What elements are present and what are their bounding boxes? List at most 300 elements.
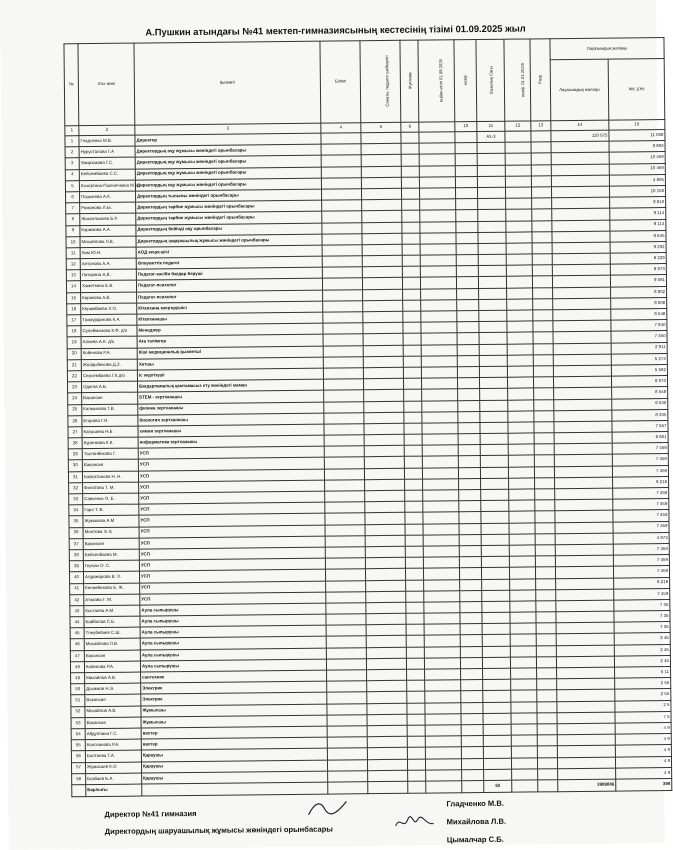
table-cell — [512, 769, 538, 780]
table-cell — [424, 624, 460, 636]
table-cell: Вакансия — [82, 392, 138, 404]
table-cell — [534, 433, 554, 444]
table-cell — [325, 547, 365, 559]
table-cell — [460, 635, 482, 646]
table-cell: Куренкова К.К. — [82, 437, 138, 449]
table-cell — [553, 365, 611, 377]
table-cell — [553, 287, 611, 299]
table-cell: Аула сыпырушы — [140, 648, 326, 661]
table-cell — [407, 759, 425, 770]
table-cell — [323, 301, 363, 313]
table-cell — [365, 513, 405, 525]
table-cell — [456, 255, 478, 266]
table-cell — [484, 769, 512, 780]
table-cell — [401, 132, 419, 143]
table-cell — [367, 703, 407, 715]
table-cell — [420, 232, 456, 244]
table-cell — [425, 669, 461, 681]
total-increase: 398 — [616, 778, 672, 791]
table-cell — [456, 221, 478, 232]
table-cell — [366, 625, 406, 637]
table-cell: 37 — [69, 538, 83, 549]
table-cell — [535, 545, 555, 556]
table-cell: Колозанова Р.А. — [85, 739, 141, 751]
table-cell — [322, 256, 362, 268]
table-cell: 2 — [65, 147, 79, 158]
table-cell: Михайлова Л.В. — [84, 639, 140, 651]
table-cell — [554, 443, 612, 455]
table-cell: 5 11 — [615, 667, 671, 679]
table-cell — [532, 254, 552, 265]
table-cell: УСП — [139, 525, 325, 538]
table-cell — [554, 410, 612, 422]
table-cell — [404, 412, 422, 423]
table-cell — [421, 333, 457, 345]
table-cell: 7 35 — [614, 599, 670, 611]
table-cell — [322, 211, 362, 223]
table-cell: 7 35 — [614, 622, 670, 634]
table-cell — [536, 623, 556, 634]
table-cell: УСП — [139, 480, 325, 493]
table-cell: Романова Л.Ы. — [80, 202, 136, 214]
table-cell — [407, 680, 425, 691]
table-cell — [420, 255, 456, 267]
table-cell — [532, 198, 552, 209]
table-cell: 47 — [70, 650, 84, 661]
table-cell — [421, 311, 457, 323]
table-cell — [326, 614, 366, 626]
table-cell — [402, 278, 420, 289]
table-cell: 20 — [67, 348, 81, 359]
table-cell — [478, 254, 506, 265]
table-cell: Аула сыпырушы — [140, 659, 326, 672]
table-cell — [422, 400, 458, 412]
table-cell: Аула сыпырушы — [140, 603, 326, 616]
table-cell — [405, 568, 423, 579]
table-cell: Латарина А.В. — [80, 269, 136, 281]
table-cell: Бейсенбаева М. — [83, 549, 139, 561]
table-cell — [552, 197, 610, 209]
table-cell — [482, 646, 510, 657]
total-label: Барлығы — [86, 784, 142, 797]
table-cell — [461, 691, 483, 702]
table-cell: Кіші медициналық қызметші — [137, 346, 323, 359]
table-cell — [323, 379, 363, 391]
table-cell — [455, 143, 477, 154]
table-cell — [459, 478, 481, 489]
table-cell: 7 459 — [613, 543, 669, 555]
table-cell — [533, 343, 553, 354]
column-number: 13 — [531, 121, 551, 131]
table-cell: Каримова А.А. — [80, 225, 136, 237]
table-cell — [506, 209, 532, 220]
table-cell — [510, 590, 536, 601]
table-cell — [536, 578, 556, 589]
table-cell: 18 — [67, 326, 81, 337]
table-cell: 7 459 — [613, 555, 669, 567]
table-cell — [455, 165, 477, 176]
table-cell — [460, 624, 482, 635]
table-cell — [407, 691, 425, 702]
table-cell: 3 — [65, 158, 79, 169]
table-cell: Умирзакова Г.С. — [79, 157, 135, 169]
table-cell — [483, 679, 511, 690]
table-cell: 7 557 — [612, 420, 668, 432]
table-cell: 7 459 — [612, 443, 668, 455]
table-cell — [510, 634, 536, 645]
table-cell — [420, 277, 456, 289]
table-cell: 4 805 — [609, 174, 665, 186]
table-cell — [423, 568, 459, 580]
table-cell — [361, 188, 401, 200]
table-cell — [365, 535, 405, 547]
table-cell — [364, 423, 404, 435]
table-cell — [481, 545, 509, 556]
header-position: Қызметі — [134, 41, 321, 125]
table-cell — [419, 188, 455, 200]
table-cell — [553, 309, 611, 321]
table-cell — [327, 703, 367, 715]
table-cell — [481, 500, 509, 511]
table-cell: 42 — [70, 594, 84, 605]
table-cell — [459, 534, 481, 545]
table-cell — [507, 343, 533, 354]
table-cell: 11 — [66, 248, 80, 259]
table-cell — [321, 133, 361, 145]
table-cell: Антонова А.А. — [80, 258, 136, 270]
table-cell — [533, 299, 553, 310]
table-cell — [551, 153, 609, 165]
table-cell — [420, 266, 456, 278]
column-number: 4 — [321, 123, 361, 133]
signature-label-deputy: Директордың шаруашылық жұмысы жөніндегі орынбасары — [104, 824, 333, 836]
table-cell — [365, 479, 405, 491]
table-cell: Директордың оқу жұмысы жөніндегі орынбасары — [135, 178, 321, 191]
table-cell: Болтаева Т.А. — [85, 750, 141, 762]
table-cell: 7 459 — [613, 510, 669, 522]
table-cell: Байсатанова Н. Н. — [82, 471, 138, 483]
table-cell: Егорова Г.И. — [82, 415, 138, 427]
table-cell: 24 — [68, 393, 82, 404]
table-cell: Вакансия — [83, 538, 139, 550]
table-cell: УСП — [139, 491, 325, 504]
table-cell — [533, 377, 553, 388]
table-cell — [325, 535, 365, 547]
table-cell — [325, 491, 365, 503]
table-cell — [482, 612, 510, 623]
table-cell: Директордың оқу жұмысы жөніндегі орынбасары — [135, 156, 321, 169]
table-cell — [402, 199, 420, 210]
table-cell — [406, 613, 424, 624]
table-cell — [477, 142, 505, 153]
table-cell: Керимбаева Х.О. — [81, 303, 137, 315]
table-cell: 4 9 — [615, 756, 671, 768]
table-cell — [325, 480, 365, 492]
table-cell — [424, 579, 460, 591]
header-num: № — [64, 44, 79, 126]
table-cell: Аула сыпырушы — [140, 625, 326, 638]
table-cell — [328, 770, 368, 782]
table-cell — [322, 222, 362, 234]
table-cell — [505, 153, 531, 164]
table-cell — [534, 466, 554, 477]
table-cell — [323, 345, 363, 357]
table-cell — [325, 569, 365, 581]
table-cell — [457, 355, 479, 366]
column-number: 14 — [551, 120, 609, 131]
table-cell: Жумасаев К.О — [85, 762, 141, 774]
table-cell: 7 450 — [611, 331, 667, 343]
table-cell — [557, 667, 615, 679]
table-cell — [422, 434, 458, 446]
table-cell — [535, 567, 555, 578]
table-cell: 55 — [71, 740, 85, 751]
table-cell: 7 35 — [614, 611, 670, 623]
table-cell: УСП — [139, 536, 325, 549]
table-cell: 46 — [70, 639, 84, 650]
table-cell: 3 45 — [614, 633, 670, 645]
table-cell — [532, 276, 552, 287]
table-cell — [461, 668, 483, 679]
table-cell — [324, 457, 364, 469]
table-cell — [507, 366, 533, 377]
table-cell — [555, 477, 613, 489]
table-cell — [510, 646, 536, 657]
table-cell — [507, 310, 533, 321]
table-cell — [325, 513, 365, 525]
table-cell — [402, 233, 420, 244]
table-cell: информатика зертханашы — [138, 435, 324, 448]
table-cell: 13 — [66, 270, 80, 281]
table-cell — [552, 264, 610, 276]
table-cell — [363, 345, 403, 357]
table-cell — [482, 623, 510, 634]
table-cell — [556, 656, 614, 668]
table-cell — [507, 377, 533, 388]
table-cell — [323, 312, 363, 324]
table-cell — [361, 177, 401, 189]
table-cell — [425, 747, 461, 759]
table-cell — [557, 745, 615, 757]
table-cell — [363, 311, 403, 323]
table-cell: Жұмысшы — [141, 704, 327, 717]
table-cell: Михайлов А.В. — [85, 706, 141, 718]
table-cell — [323, 368, 363, 380]
table-cell: АОД кеңесшісі — [136, 245, 322, 258]
column-number: 11 — [477, 121, 505, 131]
table-cell: 51 — [71, 695, 85, 706]
table-cell — [362, 267, 402, 279]
table-cell: 7 459 — [612, 465, 668, 477]
table-cell — [483, 746, 511, 757]
table-cell — [537, 668, 557, 679]
table-cell — [402, 210, 420, 221]
table-cell — [458, 467, 480, 478]
table-cell — [479, 310, 507, 321]
table-cell — [478, 277, 506, 288]
table-cell: 49 — [71, 673, 85, 684]
table-cell — [536, 645, 556, 656]
signature-label-director: Директор №41 гимназия — [104, 808, 197, 819]
table-cell: Михайлов А.В. — [85, 672, 141, 684]
table-cell: 6 216 — [614, 577, 670, 589]
table-cell — [423, 490, 459, 502]
table-cell: Абдуллина Г.С. — [85, 728, 141, 740]
table-cell — [367, 680, 407, 692]
table-cell — [480, 444, 508, 455]
table-cell — [364, 446, 404, 458]
table-cell — [531, 153, 551, 164]
table-cell — [424, 613, 460, 625]
table-cell — [457, 322, 479, 333]
table-cell — [401, 188, 419, 199]
table-cell — [532, 243, 552, 254]
table-cell — [510, 601, 536, 612]
table-cell — [533, 354, 553, 365]
table-cell — [478, 265, 506, 276]
table-cell — [477, 154, 505, 165]
table-cell — [366, 580, 406, 592]
table-cell — [322, 200, 362, 212]
table-cell — [552, 231, 610, 243]
table-cell: 10 459 — [609, 163, 665, 175]
column-number: 10 — [455, 122, 477, 132]
table-cell: 32 — [69, 482, 83, 493]
table-cell: Вакансия — [85, 694, 141, 706]
table-cell — [509, 556, 535, 567]
table-cell — [368, 770, 408, 782]
table-cell — [361, 132, 401, 144]
table-cell — [457, 366, 479, 377]
table-cell: 6 601 — [612, 432, 668, 444]
table-cell: 7 — [66, 203, 80, 214]
table-cell: Аула сыпырушы — [140, 614, 326, 627]
table-cell — [531, 175, 551, 186]
column-number: 2 — [79, 125, 135, 136]
table-cell — [481, 523, 509, 534]
table-cell — [423, 512, 459, 524]
table-cell — [462, 769, 484, 780]
table-cell: 4 9 — [615, 722, 671, 734]
table-cell — [367, 725, 407, 737]
table-cell: STEM - зертханашы — [138, 390, 324, 403]
table-cell — [551, 175, 609, 187]
table-cell — [509, 511, 535, 522]
table-cell — [407, 714, 425, 725]
table-cell — [408, 770, 426, 781]
table-cell — [404, 445, 422, 456]
table-cell — [365, 546, 405, 558]
table-cell: УСП — [139, 558, 325, 571]
table-cell: 41 — [70, 583, 84, 594]
table-cell: 50 — [71, 684, 85, 695]
table-cell — [421, 344, 457, 356]
table-cell — [406, 647, 424, 658]
table-cell — [505, 131, 531, 142]
table-cell — [403, 367, 421, 378]
table-cell: Вакансия — [82, 460, 138, 472]
table-cell — [482, 590, 510, 601]
table-cell: 56 — [71, 751, 85, 762]
column-number: 6 — [401, 122, 419, 132]
table-cell — [322, 245, 362, 257]
table-cell: Алиева А.К. д/о — [81, 336, 137, 348]
table-cell — [406, 602, 424, 613]
table-cell — [456, 210, 478, 221]
table-cell — [327, 681, 367, 693]
table-cell — [482, 635, 510, 646]
table-cell: 2 55 — [615, 678, 671, 690]
table-cell: Директордың оқу жұмысы жөніндегі орынбасары — [135, 167, 321, 180]
table-cell: Сулейманова К.Ф. д/о — [81, 325, 137, 337]
table-cell — [321, 189, 361, 201]
table-cell — [461, 736, 483, 747]
table-cell — [422, 423, 458, 435]
table-cell — [421, 300, 457, 312]
table-cell — [405, 535, 423, 546]
table-cell — [461, 747, 483, 758]
table-cell — [511, 757, 537, 768]
table-cell: Жұмысшы — [141, 715, 327, 728]
table-cell: Костаева А.М. — [84, 605, 140, 617]
table-cell: А1-3 — [477, 131, 505, 142]
table-cell — [460, 613, 482, 624]
table-cell — [478, 243, 506, 254]
table-cell — [327, 714, 367, 726]
table-cell: 22 — [67, 371, 81, 382]
table-cell — [327, 759, 367, 771]
table-cell — [556, 578, 614, 590]
table-cell: Бағдарламалық қамтамасыз ету жөніндегі маман — [137, 379, 323, 392]
table-cell — [327, 748, 367, 760]
table-cell — [532, 231, 552, 242]
table-cell — [459, 501, 481, 512]
table-cell — [325, 524, 365, 536]
total-rate: 62 — [484, 780, 512, 792]
table-cell — [460, 590, 482, 601]
table-cell: 9 — [66, 225, 80, 236]
table-cell — [459, 523, 481, 534]
table-cell — [425, 736, 461, 748]
column-number: 12 — [505, 121, 531, 131]
table-cell — [552, 208, 610, 220]
table-cell: Педагог-кәсіби бағдар беруші — [136, 267, 322, 280]
table-cell — [537, 735, 557, 746]
table-cell — [553, 298, 611, 310]
header-rate: Жүктеме — [400, 40, 419, 122]
table-cell — [510, 623, 536, 634]
table-cell — [407, 669, 425, 680]
table-cell — [405, 546, 423, 557]
header-increase: ЖК 10% — [608, 59, 665, 121]
table-cell — [455, 154, 477, 165]
table-cell: Нурусталова Г.А — [79, 146, 135, 158]
table-cell — [508, 411, 534, 422]
table-cell — [533, 366, 553, 377]
table-cell — [508, 433, 534, 444]
table-cell — [480, 422, 508, 433]
column-number — [419, 122, 455, 132]
table-cell — [323, 289, 363, 301]
table-cell — [423, 546, 459, 558]
table-cell — [555, 522, 613, 534]
table-cell: Кітапхана меңгерушісі — [137, 301, 323, 314]
table-cell — [509, 489, 535, 500]
table-cell — [480, 467, 508, 478]
table-cell: Алдажарова В. Х. — [83, 571, 139, 583]
table-cell — [509, 478, 535, 489]
table-cell: физика зертханашы — [138, 402, 324, 415]
